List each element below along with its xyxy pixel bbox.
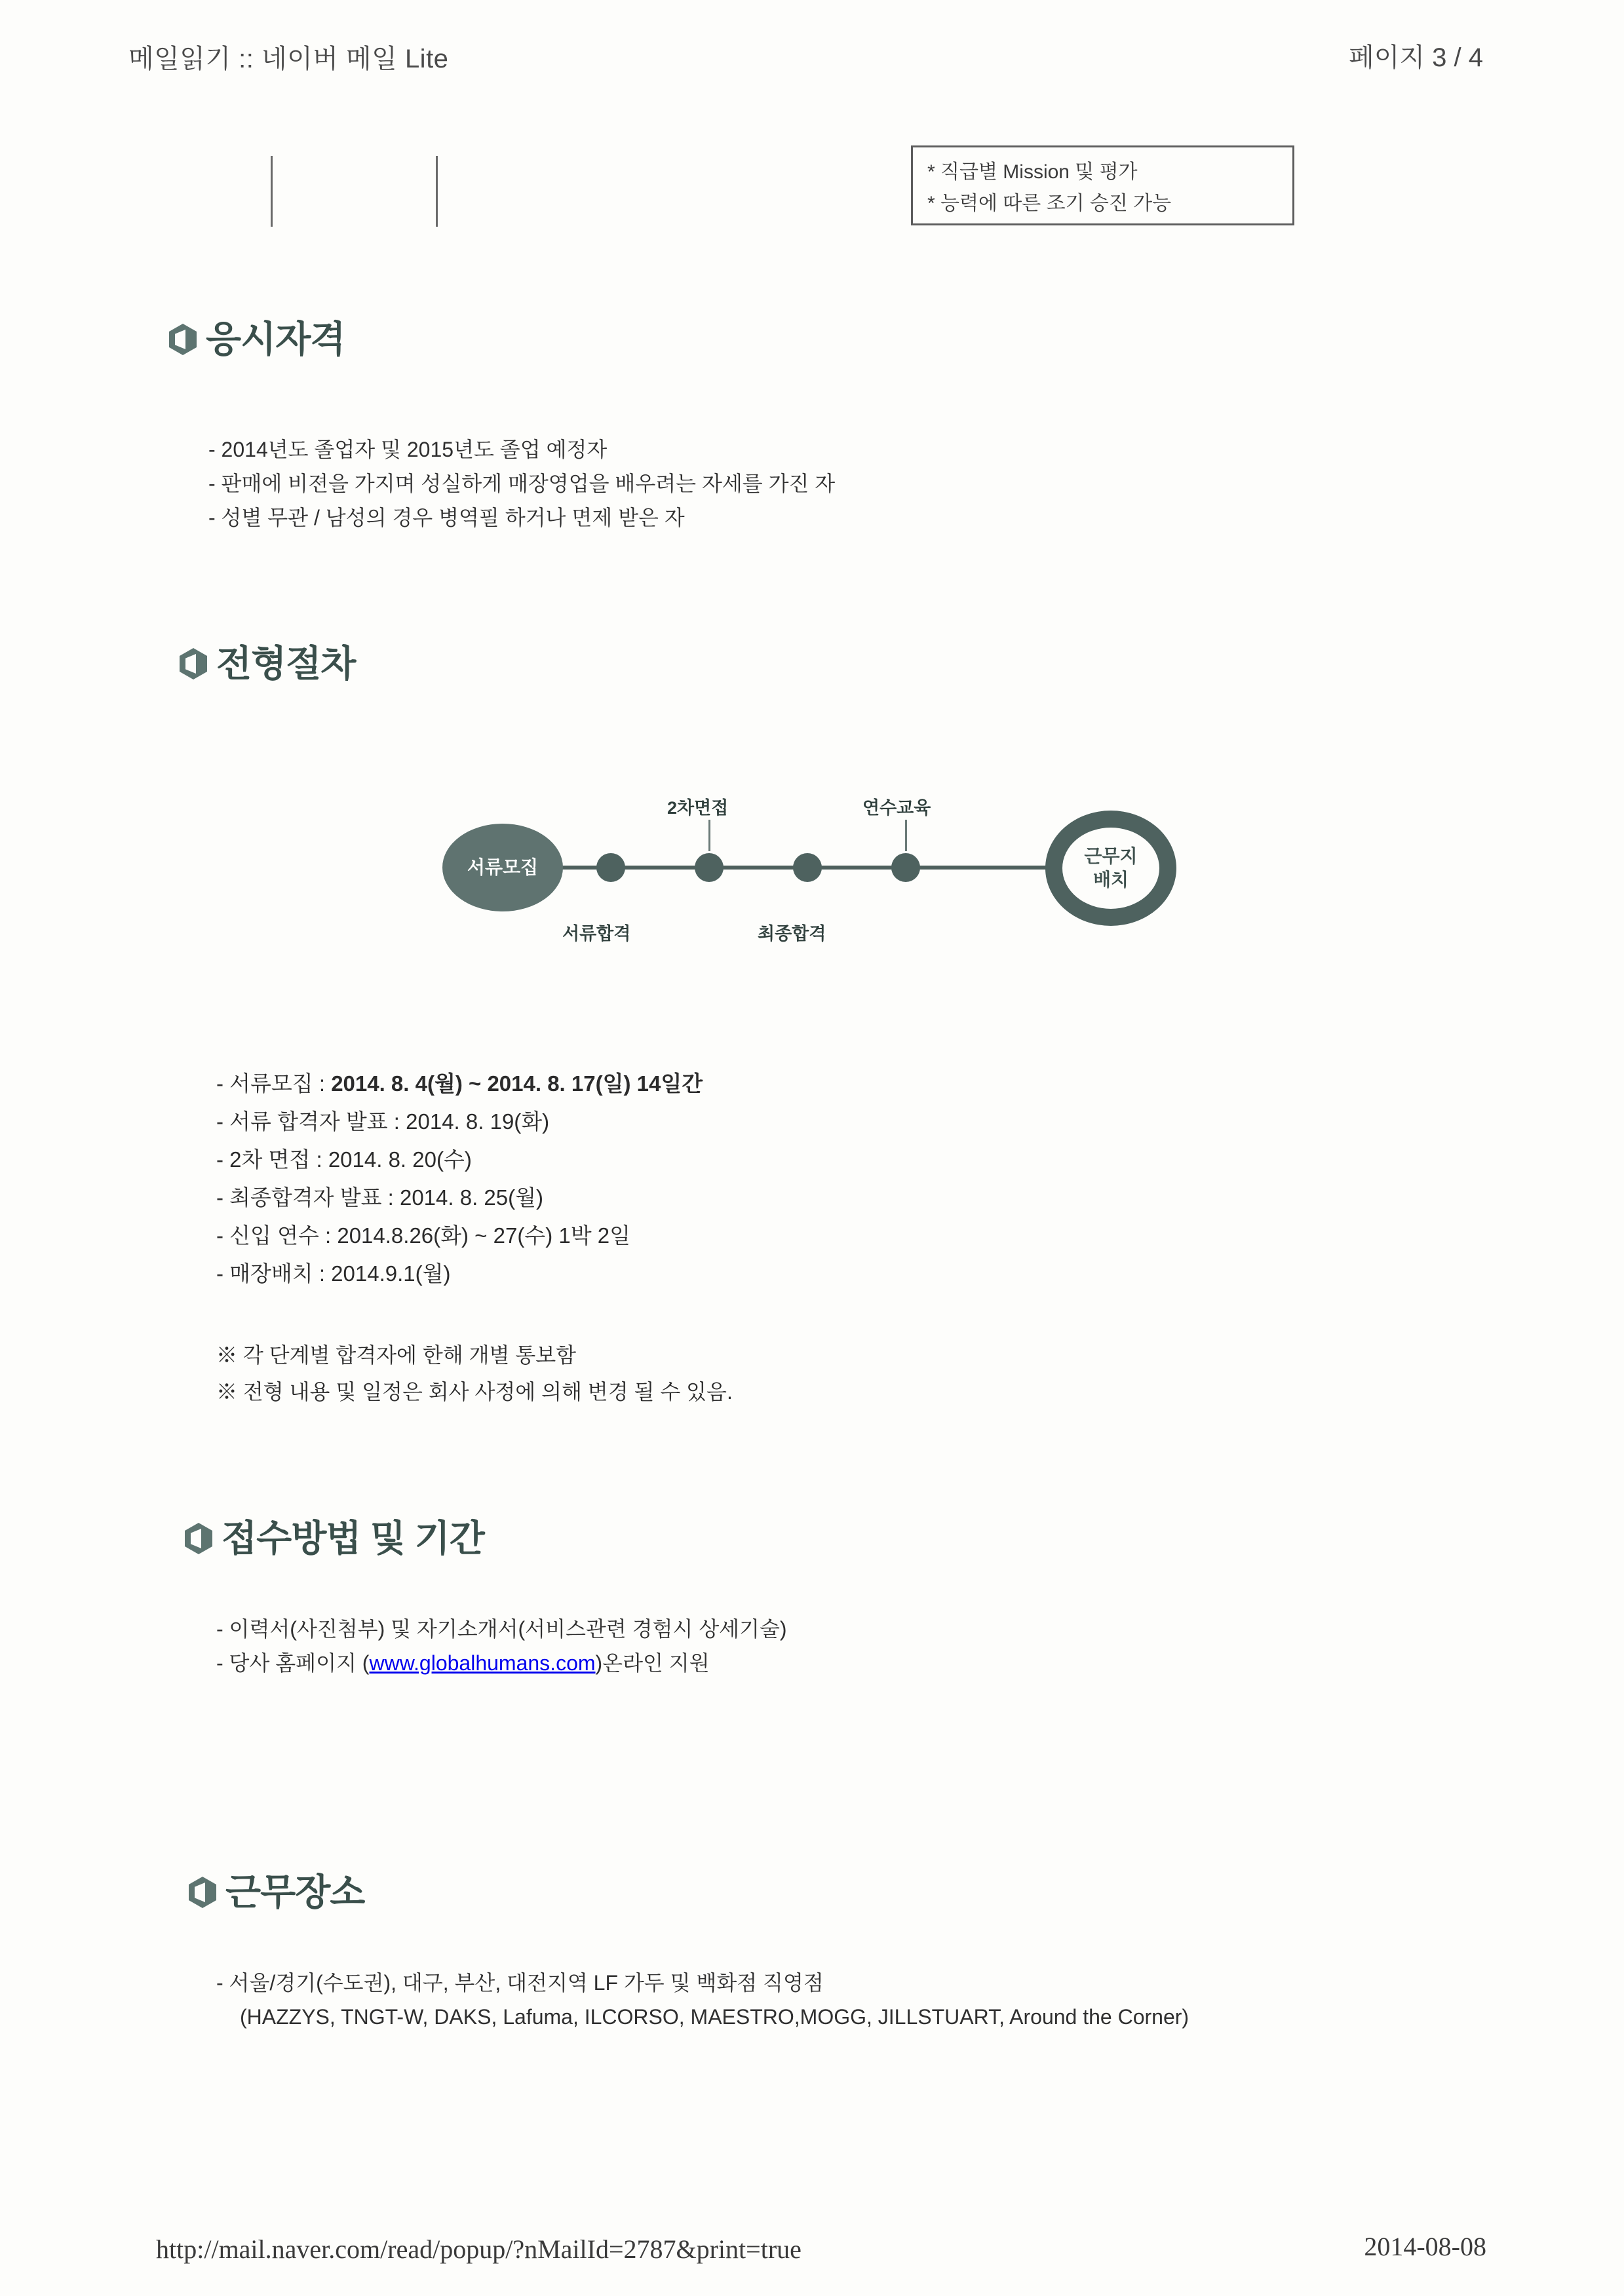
diagram-stem-1 — [708, 820, 710, 851]
process-diagram — [419, 763, 1206, 980]
footer-url: http://mail.naver.com/read/popup/?nMailId=2787&print=true — [156, 2234, 802, 2264]
list-item-prefix: - 당사 홈페이지 ( — [216, 1651, 370, 1675]
list-item: - 신입 연수 : 2014.8.26(화) ~ 27(수) 1박 2일 — [216, 1223, 630, 1248]
section-title: 근무장소 — [225, 1871, 365, 1913]
diagram-label-second-interview: 2차면접 — [667, 798, 729, 818]
page-header-left: 메일읽기 :: 네이버 메일 Lite — [128, 45, 449, 73]
diagram-end-node — [1045, 811, 1176, 926]
schedule-item-prefix: - 서류모집 : — [216, 1071, 332, 1096]
list-item: (HAZZYS, TNGT-W, DAKS, Lafuma, ILCORSO, MAESTRO,MOGG, JILLSTUART, Around the Corner) — [240, 2005, 1189, 2029]
section-heading-process — [180, 645, 355, 682]
section-heading-qualification — [169, 318, 345, 360]
note-box-line-1: * 직급별 Mission 및 평가 — [927, 161, 1138, 183]
table-fragment-line-right — [436, 156, 438, 227]
diagram-label-final-pass: 최종합격 — [758, 924, 826, 944]
diagram-node-1 — [596, 853, 625, 882]
list-item: - 서류 합격자 발표 : 2014. 8. 19(화) — [216, 1109, 550, 1134]
diagram-label-document-pass: 서류합격 — [562, 924, 631, 944]
company-homepage-link[interactable]: www.globalhumans.com — [369, 1651, 596, 1675]
diagram-start-node — [442, 824, 563, 911]
diagram-end-label-line2: 배치 — [1092, 870, 1129, 890]
diagram-node-4 — [891, 853, 920, 882]
section-heading-worklocation — [189, 1871, 365, 1913]
note-line: ※ 전형 내용 및 일정은 회사 사정에 의해 변경 될 수 있음. — [216, 1380, 733, 1404]
table-fragment-line-left — [271, 156, 273, 227]
list-item: - 성별 무관 / 남성의 경우 병역필 하거나 면제 받은 자 — [208, 506, 685, 529]
hexagon-bullet-icon — [189, 1877, 216, 1908]
diagram-start-label: 서류모집 — [467, 857, 539, 877]
hexagon-bullet-icon — [180, 648, 207, 679]
section-title: 응시자격 — [206, 318, 345, 360]
schedule-item-bold: 2014. 8. 4(월) ~ 2014. 8. 17(일) 14일간 — [331, 1071, 703, 1096]
application-bullet-list — [216, 1612, 787, 1680]
diagram-end-label — [1084, 845, 1137, 892]
list-item — [216, 1065, 703, 1103]
schedule-list — [216, 1065, 703, 1293]
section-heading-application — [185, 1520, 484, 1557]
list-item: - 매장배치 : 2014.9.1(월) — [216, 1261, 451, 1286]
list-item: - 2차 면접 : 2014. 8. 20(수) — [216, 1147, 472, 1172]
list-item: - 최종합격자 발표 : 2014. 8. 25(월) — [216, 1185, 543, 1210]
section-title: 전형절차 — [216, 643, 356, 684]
list-item: - 서울/경기(수도권), 대구, 부산, 대전지역 LF 가두 및 백화점 직영점 — [216, 1971, 824, 1995]
list-item: - 판매에 비젼을 가지며 성실하게 매장영업을 배우려는 자세를 가진 자 — [208, 472, 836, 495]
diagram-end-label-line1: 근무지 — [1084, 846, 1138, 866]
qualification-bullet-list — [208, 432, 835, 535]
section-title: 접수방법 및 기간 — [222, 1518, 484, 1559]
list-item: - 2014년도 졸업자 및 2015년도 졸업 예정자 — [208, 438, 608, 461]
note-box-line-2: * 능력에 따른 조기 승진 가능 — [927, 193, 1172, 214]
list-item-suffix: )온라인 지원 — [595, 1651, 710, 1675]
diagram-node-2 — [695, 853, 724, 882]
worklocation-bullet-list — [216, 1966, 1189, 2034]
page-header-right: 페이지 3 / 4 — [1349, 43, 1483, 72]
footer-date: 2014-08-08 — [1364, 2232, 1486, 2261]
note-line: ※ 각 단계별 합격자에 한해 개별 통보함 — [216, 1343, 577, 1367]
diagram-label-training: 연수교육 — [862, 798, 931, 818]
hexagon-bullet-icon — [169, 324, 197, 355]
process-notes — [216, 1337, 733, 1410]
hexagon-bullet-icon — [185, 1523, 212, 1554]
diagram-node-3 — [793, 853, 822, 882]
diagram-stem-2 — [905, 820, 907, 851]
note-box — [911, 145, 1294, 225]
list-item — [216, 1646, 787, 1680]
list-item: - 이력서(사진첨부) 및 자기소개서(서비스관련 경험시 상세기술) — [216, 1617, 787, 1641]
